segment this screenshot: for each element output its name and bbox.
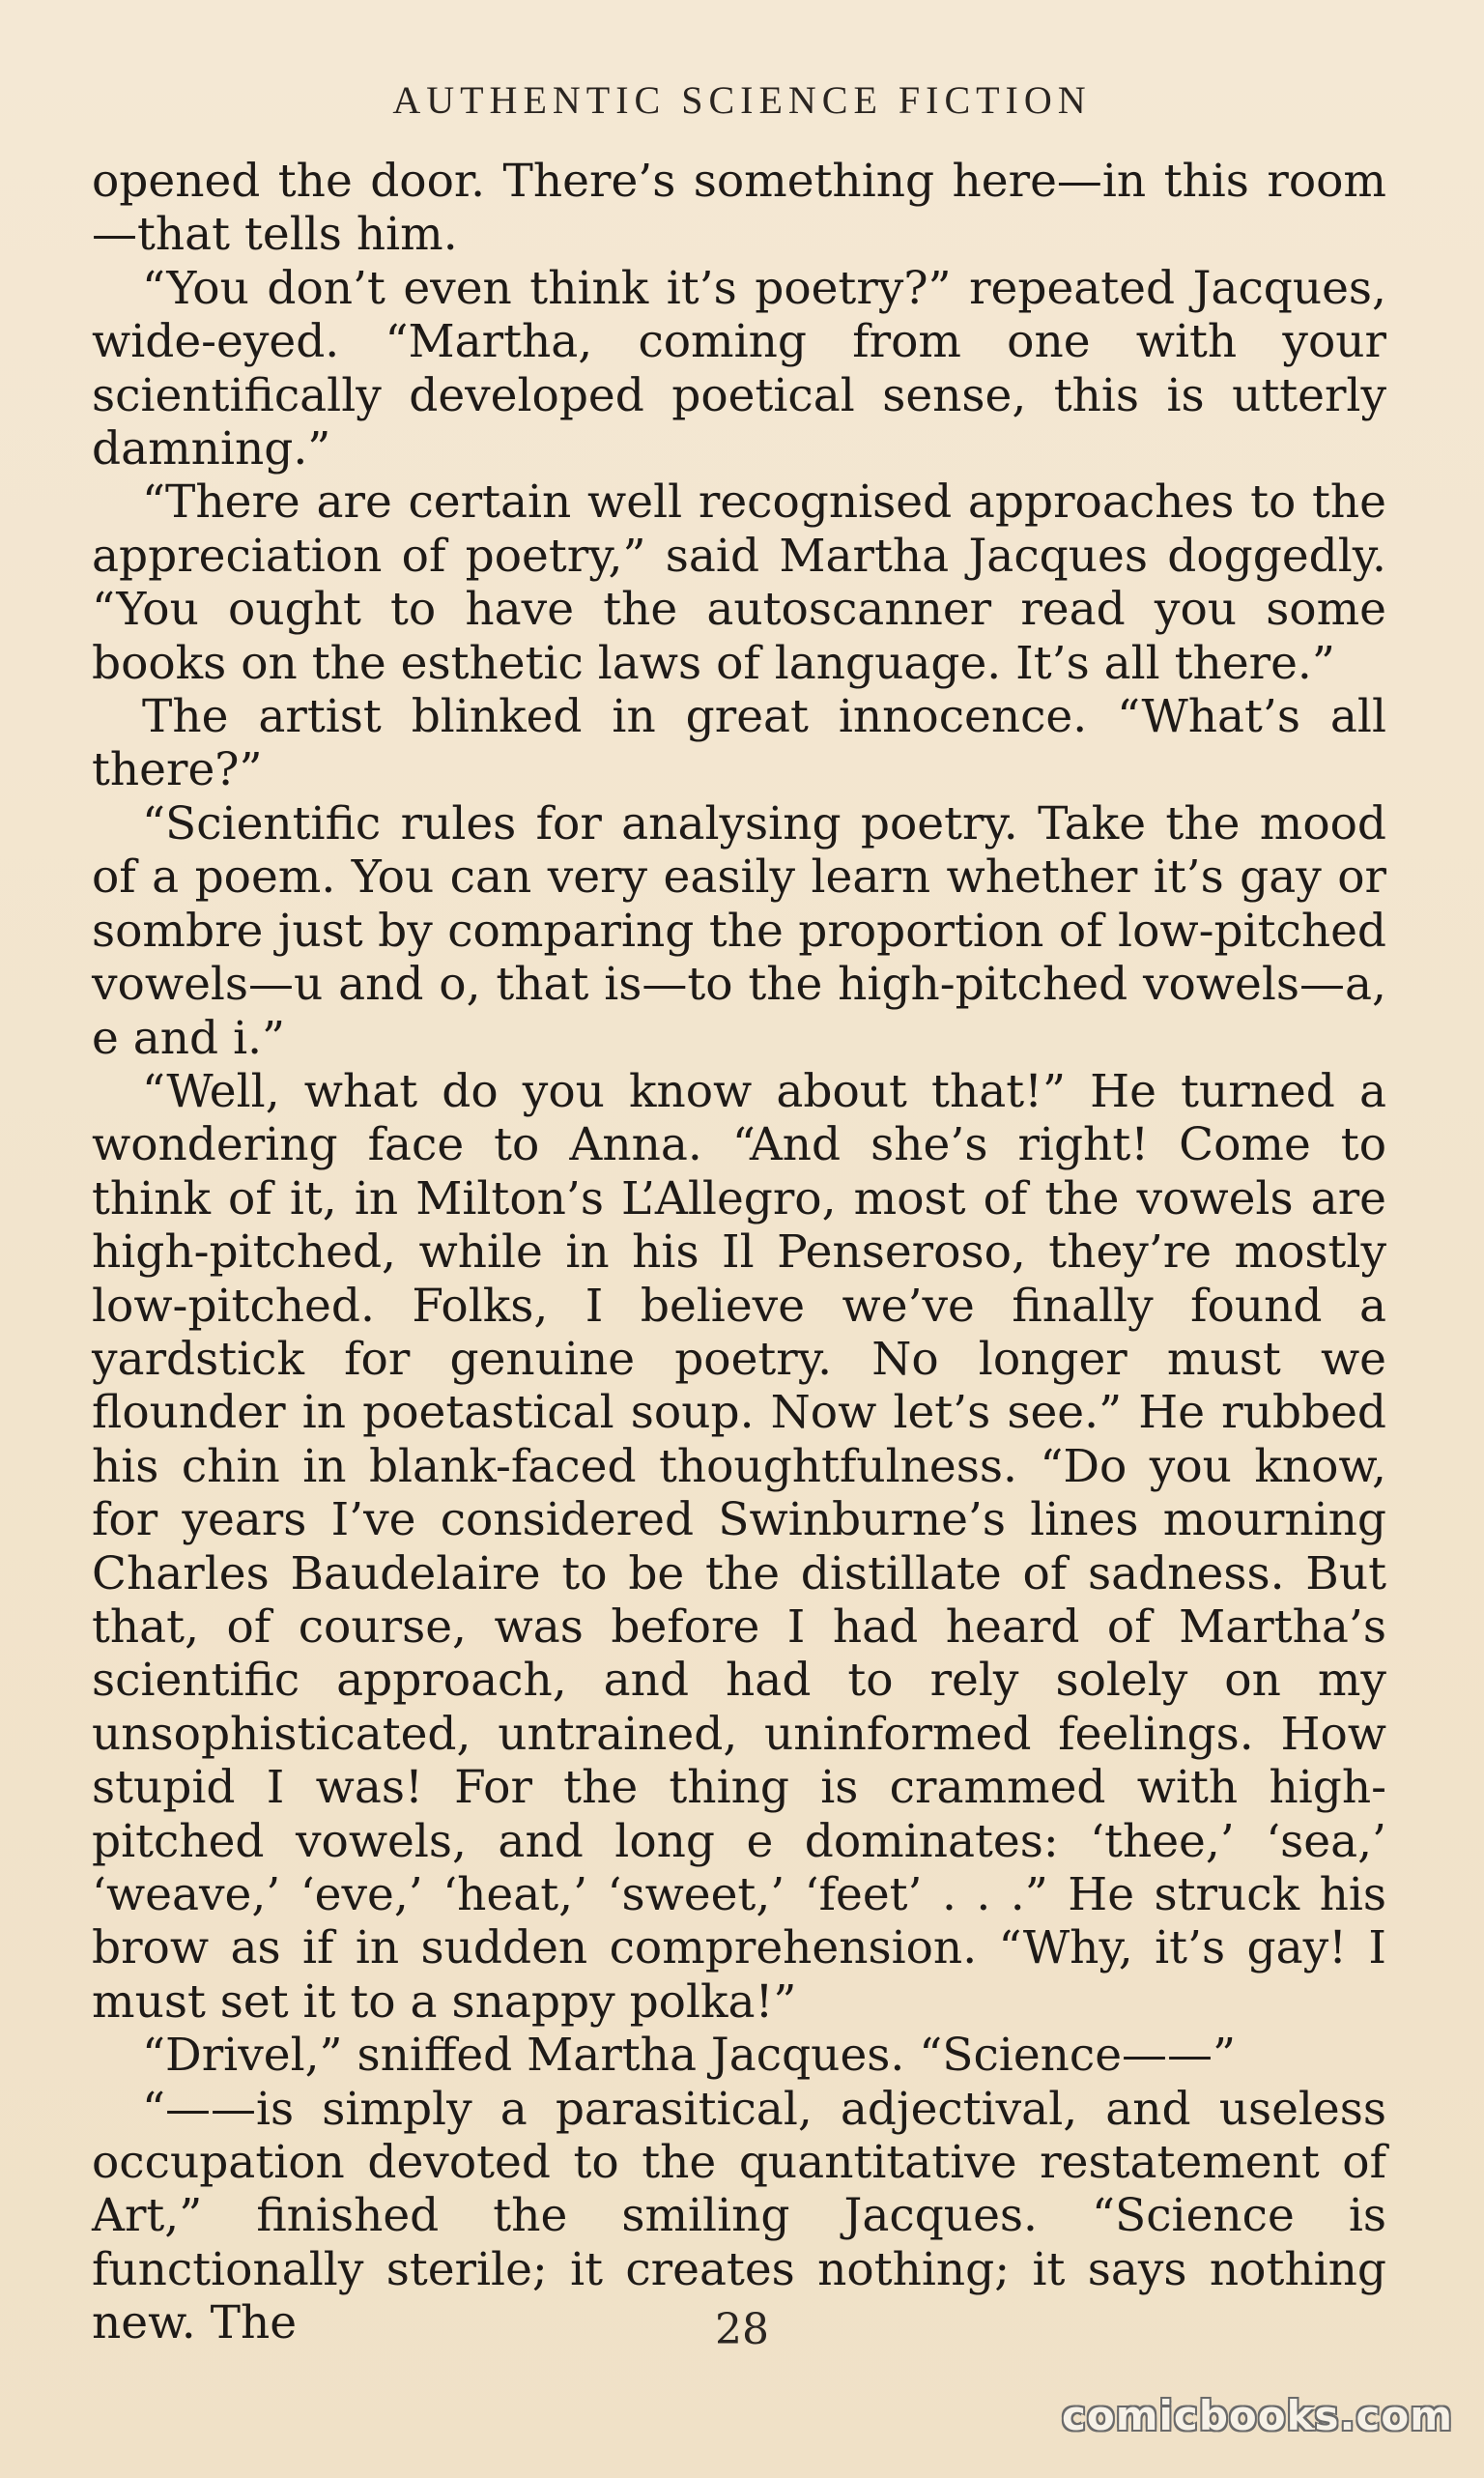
paragraph: “Drivel,” sniffed Martha Jacques. “Science——” <box>142 2029 1237 2083</box>
running-header: AUTHENTIC SCIENCE FICTION <box>392 78 1092 122</box>
page-number: 28 <box>715 2305 769 2354</box>
paragraph: “You don’t even think it’s poetry?” repeated Jacques, wide-eyed. “Martha, coming from one with your scientifically developed poetical sense, this is utterly damning.” <box>92 261 1386 476</box>
paragraph: “There are certain well recognised approaches to the appreciation of poetry,” said Martha Jacques doggedly. “You ought to have the autoscanner read you some books on the esthetic laws of language. It’s all there.” <box>92 475 1386 690</box>
paragraph: “Scientific rules for analysing poetry. Take the mood of a poem. You can very easily learn whether it’s gay or sombre just by comparing the proportion of low-pitched vowels—u and o, that is—to the high-pitched vowels—a, e and i.” <box>92 796 1386 1065</box>
body-text <box>92 155 1386 2350</box>
paragraph: “——is simply a parasitical, adjectival, and useless occupation devoted to the quantitative restatement of Art,” finished the smiling Jacques. “Science is functionally sterile; it creates nothing; it says nothing new. The <box>92 2082 1386 2350</box>
watermark: comicbooks.com <box>1062 2392 1453 2439</box>
paragraph: The artist blinked in great innocence. “What’s all there?” <box>92 690 1386 797</box>
paragraph: “Well, what do you know about that!” He turned a wondering face to Anna. “And she’s right! Come to think of it, in Milton’s L’Allegro, most of the vowels are high-pitched, while in his Il Penseroso, they’re mostly low-pitched. Folks, I believe we’ve finally found a yardstick for genuine poetry. No longer must we flounder in poetastical soup. Now let’s see.” He rubbed his chin in blank-faced thoughtfulness. “Do you know, for years I’ve considered Swinburne’s lines mourning Charles Baudelaire to be the distillate of sadness. But that, of course, was before I had heard of Martha’s scientific approach, and had to rely solely on my unsophisticated, untrained, uninformed feelings. How stupid I was! For the thing is crammed with high-pitched vowels, and long e dominates: ‘thee,’ ‘sea,’ ‘weave,’ ‘eve,’ ‘heat,’ ‘sweet,’ ‘feet’ . . .” He struck his brow as if in sudden comprehension. “Why, it’s gay! I must set it to a snappy polka!” <box>92 1064 1386 2029</box>
paragraph: opened the door. There’s something here—in this room —that tells him. <box>92 155 1386 262</box>
